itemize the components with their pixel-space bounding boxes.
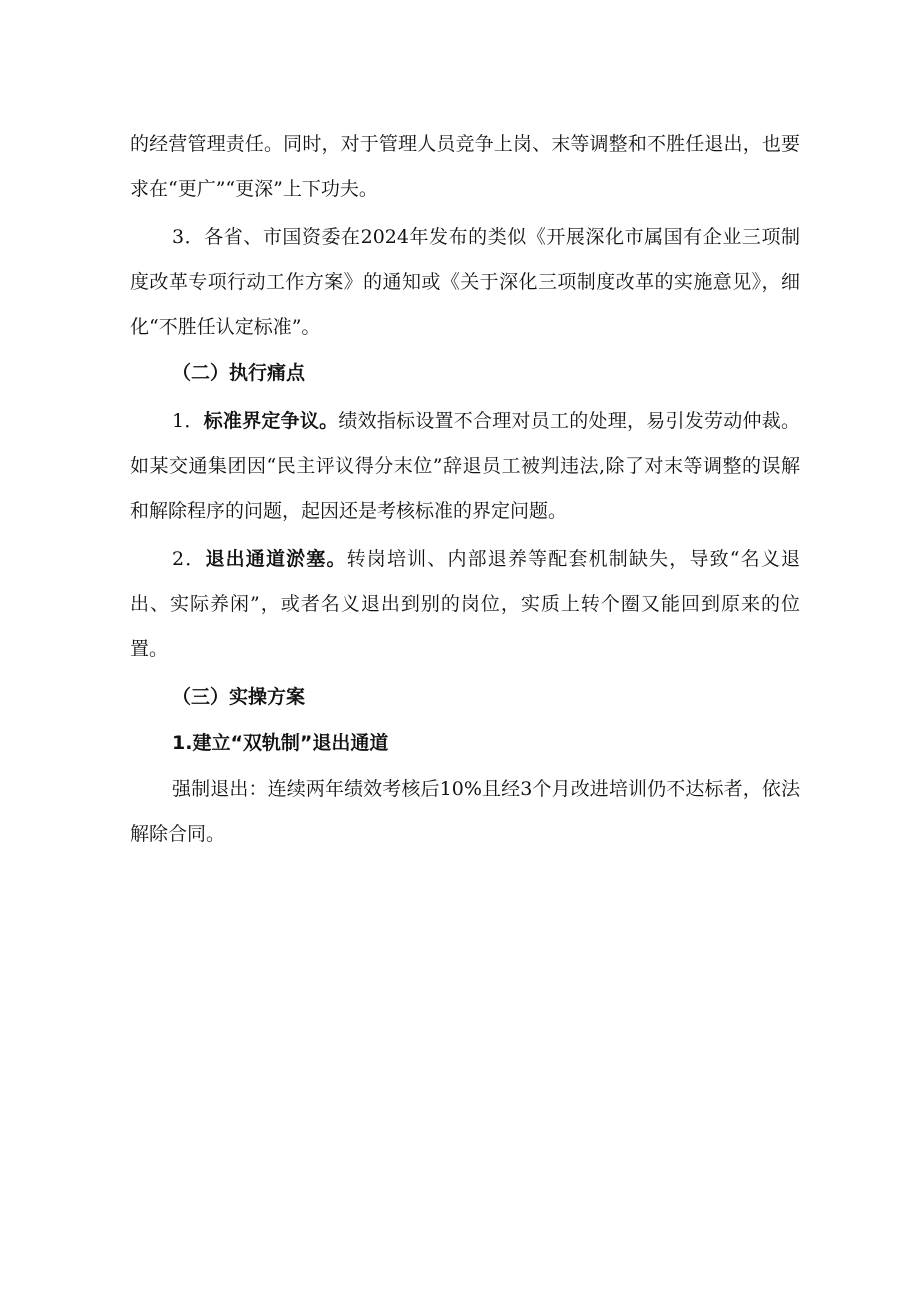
paragraph-standard-dispute bbox=[130, 399, 800, 534]
item-number: 2． bbox=[172, 548, 206, 570]
item-body-text: 绩效指标设置不合理对员工的处理，易引发劳动仲裁。如某交通集团因“民主评议得分末位”辞退员工被判违法,除了对末等调整的误解和解除程序的问题，起因还是考核标准的界定问题。 bbox=[130, 410, 800, 522]
paragraph-item-3: 3．各省、市国资委在2024年发布的类似《开展深化市属国有企业三项制度改革专项行动工作方案》的通知或《关于深化三项制度改革的实施意见》，细化“不胜任认定标准”。 bbox=[130, 226, 800, 338]
paragraph-forced-exit: 强制退出：连续两年绩效考核后10%且经3个月改进培训仍不达标者，依法解除合同。 bbox=[130, 778, 800, 845]
paragraph-exit-channel-blocked bbox=[130, 537, 800, 672]
subheading-dual-track-exit: 1.建立“双轨制”退出通道 bbox=[172, 732, 389, 754]
paragraph-continuation: 的经营管理责任。同时，对于管理人员竞争上岗、末等调整和不胜任退出，也要求在“更广”“更深”上下功夫。 bbox=[130, 133, 800, 200]
section-heading-practical-plan: （三）实操方案 bbox=[172, 686, 306, 708]
item-bold-lead: 标准界定争议。 bbox=[203, 410, 339, 432]
item-bold-lead: 退出通道淤塞。 bbox=[205, 548, 347, 570]
item-body-text: 转岗培训、内部退养等配套机制缺失，导致“名义退出、实际养闲”，或者名义退出到别的岗位，实质上转个圈又能回到原来的位置。 bbox=[130, 548, 800, 660]
item-number: 1． bbox=[172, 410, 204, 432]
section-heading-execution-pain-points: （二）执行痛点 bbox=[172, 362, 306, 384]
document-body bbox=[130, 122, 800, 857]
